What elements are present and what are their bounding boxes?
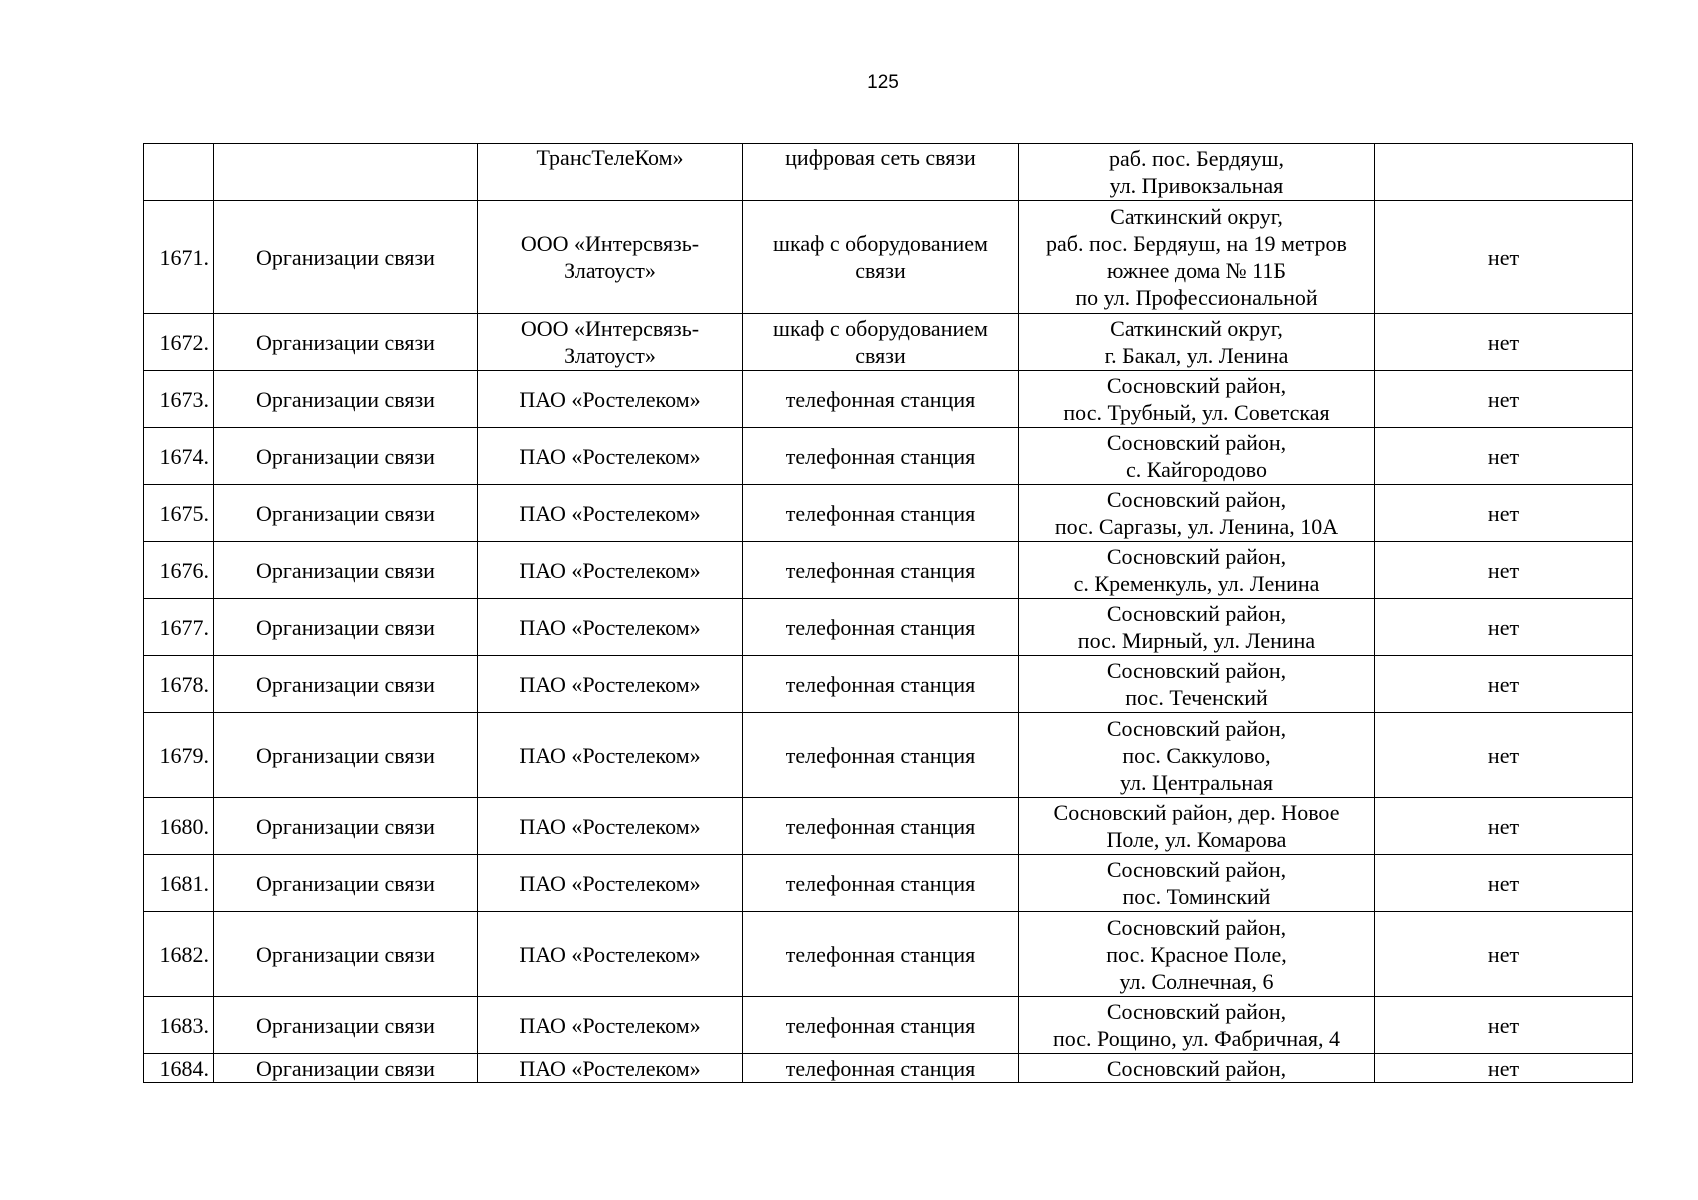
note-cell: нет [1375,713,1633,798]
row-number-cell: 1678. [144,656,214,713]
address-cell-line: Сосновский район, [1106,1055,1287,1081]
object-cell-line: телефонная станция [785,500,976,526]
object-cell [743,997,1019,1054]
address-cell-line: с. Кременкуль, ул. Ленина [1073,571,1320,596]
table-row [144,656,1633,713]
table-row [144,1054,1633,1083]
page-number: 125 [867,72,899,93]
address-cell-line: пос. Саргазы, ул. Ленина, 10А [1054,514,1339,539]
address-cell-line: Сосновский район, [1106,601,1287,626]
address-cell-line: Сосновский район, [1106,430,1287,455]
row-number-cell: 1675. [144,485,214,542]
object-cell [743,428,1019,485]
organization-cell-line: ПАО «Ростелеком» [519,870,701,896]
address-cell-line: Поле, ул. Комарова [1106,827,1287,852]
organization-cell [478,485,743,542]
organization-cell [478,997,743,1054]
address-cell-line: Сосновский район, [1106,658,1287,683]
object-cell [743,314,1019,371]
category-cell [214,144,478,201]
organization-cell-line: ПАО «Ростелеком» [519,742,701,768]
address-cell-line: по ул. Профессиональной [1075,285,1318,310]
address-cell [1019,997,1375,1054]
address-cell [1019,485,1375,542]
organization-cell [478,1054,743,1083]
note-cell [1375,144,1633,201]
organization-cell [478,656,743,713]
table-row [144,713,1633,798]
note-cell: нет [1375,428,1633,485]
table-body [144,144,1633,1083]
address-cell-line: раб. пос. Бердяуш, на 19 метров [1046,231,1347,256]
row-number-cell: 1673. [144,371,214,428]
object-cell-line: телефонная станция [785,941,976,967]
address-cell [1019,912,1375,997]
row-number-cell: 1679. [144,713,214,798]
organization-cell-line: ПАО «Ростелеком» [519,671,701,697]
object-cell [743,656,1019,713]
note-cell: нет [1375,542,1633,599]
table-row [144,997,1633,1054]
object-cell-line: телефонная станция [785,1055,976,1081]
organization-cell [478,314,743,371]
note-cell: нет [1375,997,1633,1054]
address-cell-line: Сосновский район, [1106,373,1287,398]
organization-cell [478,912,743,997]
object-cell [743,542,1019,599]
table-row [144,542,1633,599]
object-cell-line: телефонная станция [785,813,976,839]
address-cell [1019,542,1375,599]
object-cell-line: шкаф с оборудованием [773,231,988,256]
note-cell: нет [1375,1054,1633,1083]
address-cell-line: ул. Центральная [1120,769,1273,795]
table-row [144,371,1633,428]
note-cell: нет [1375,201,1633,314]
object-cell-line: связи [855,343,906,368]
organization-cell-line: ПАО «Ростелеком» [519,500,701,526]
row-number-cell: 1672. [144,314,214,371]
category-cell: Организации связи [214,485,478,542]
address-cell [1019,656,1375,713]
object-cell-line: телефонная станция [785,443,976,469]
organization-cell-line: ТрансТелеКом» [536,145,684,170]
registry-table [143,143,1633,1083]
table-row [144,855,1633,912]
address-cell [1019,371,1375,428]
address-cell-line: раб. пос. Бердяуш, [1109,146,1284,171]
object-cell [743,713,1019,798]
category-cell: Организации связи [214,314,478,371]
address-cell-line: пос. Теченский [1125,685,1268,710]
address-cell-line: ул. Солнечная, 6 [1119,968,1274,994]
note-cell: нет [1375,485,1633,542]
address-cell-line: Сосновский район, [1106,857,1287,882]
address-cell [1019,428,1375,485]
row-number-cell: 1674. [144,428,214,485]
note-cell: нет [1375,912,1633,997]
table-row [144,798,1633,855]
category-cell: Организации связи [214,912,478,997]
row-number-cell: 1681. [144,855,214,912]
category-cell: Организации связи [214,201,478,314]
address-cell-line: южнее дома № 11Б [1106,258,1286,283]
note-cell: нет [1375,656,1633,713]
row-number-cell: 1677. [144,599,214,656]
row-number-cell: 1684. [144,1054,214,1083]
row-number-cell: 1683. [144,997,214,1054]
address-cell [1019,855,1375,912]
address-cell-line: Сосновский район, [1106,715,1287,741]
table-row [144,599,1633,656]
organization-cell [478,855,743,912]
organization-cell [478,428,743,485]
object-cell-line: телефонная станция [785,742,976,768]
category-cell: Организации связи [214,542,478,599]
organization-cell-line: Златоуст» [564,343,656,368]
address-cell-line: пос. Трубный, ул. Советская [1063,400,1330,425]
address-cell-line: пос. Томинский [1122,884,1271,909]
organization-cell-line: ПАО «Ростелеком» [519,557,701,583]
object-cell [743,798,1019,855]
object-cell [743,144,1019,201]
address-cell [1019,144,1375,201]
object-cell-line: телефонная станция [785,1012,976,1038]
object-cell-line: телефонная станция [785,614,976,640]
table-row [144,201,1633,314]
row-number-cell [144,144,214,201]
address-cell-line: с. Кайгородово [1126,457,1267,482]
address-cell-line: пос. Красное Поле, [1106,941,1287,967]
note-cell: нет [1375,599,1633,656]
object-cell [743,371,1019,428]
address-cell [1019,599,1375,656]
address-cell-line: Сосновский район, [1106,999,1287,1024]
category-cell: Организации связи [214,997,478,1054]
object-cell [743,1054,1019,1083]
table-row [144,485,1633,542]
row-number-cell: 1676. [144,542,214,599]
category-cell: Организации связи [214,371,478,428]
organization-cell-line: ПАО «Ростелеком» [519,813,701,839]
organization-cell [478,542,743,599]
address-cell [1019,314,1375,371]
organization-cell [478,371,743,428]
object-cell [743,599,1019,656]
category-cell: Организации связи [214,713,478,798]
address-cell-line: пос. Мирный, ул. Ленина [1077,628,1316,653]
object-cell-line: телефонная станция [785,671,976,697]
row-number-cell: 1671. [144,201,214,314]
category-cell: Организации связи [214,1054,478,1083]
category-cell: Организации связи [214,428,478,485]
object-cell [743,201,1019,314]
note-cell: нет [1375,855,1633,912]
address-cell-line: Сосновский район, [1106,487,1287,512]
address-cell-line: Саткинский округ, [1110,204,1283,229]
category-cell: Организации связи [214,599,478,656]
object-cell-line: цифровая сеть связи [785,145,976,170]
organization-cell-line: ПАО «Ростелеком» [519,1055,701,1081]
object-cell-line: телефонная станция [785,870,976,896]
object-cell-line: телефонная станция [785,386,976,412]
organization-cell-line: ПАО «Ростелеком» [519,614,701,640]
object-cell-line: связи [855,258,906,283]
row-number-cell: 1682. [144,912,214,997]
organization-cell [478,798,743,855]
note-cell: нет [1375,314,1633,371]
organization-cell-line: ПАО «Ростелеком» [519,941,701,967]
organization-cell-line: Златоуст» [564,258,656,283]
organization-cell-line: ООО «Интерсвязь- [520,231,700,256]
address-cell-line: Сосновский район, [1106,544,1287,569]
table-row [144,314,1633,371]
note-cell: нет [1375,798,1633,855]
object-cell [743,912,1019,997]
object-cell [743,855,1019,912]
category-cell: Организации связи [214,656,478,713]
row-number-cell: 1680. [144,798,214,855]
organization-cell-line: ООО «Интерсвязь- [520,316,700,341]
address-cell [1019,798,1375,855]
address-cell-line: Саткинский округ, [1110,316,1283,341]
organization-cell-line: ПАО «Ростелеком» [519,443,701,469]
address-cell-line: г. Бакал, ул. Ленина [1104,343,1289,368]
address-cell [1019,1054,1375,1083]
table-row [144,912,1633,997]
address-cell-line: пос. Саккулово, [1122,742,1271,768]
organization-cell [478,713,743,798]
object-cell-line: шкаф с оборудованием [773,316,988,341]
organization-cell [478,599,743,656]
address-cell-line: Сосновский район, [1106,914,1287,940]
address-cell [1019,201,1375,314]
address-cell-line: ул. Привокзальная [1109,173,1284,198]
organization-cell-line: ПАО «Ростелеком» [519,386,701,412]
organization-cell [478,144,743,201]
address-cell-line: пос. Рощино, ул. Фабричная, 4 [1052,1026,1341,1051]
object-cell [743,485,1019,542]
table-row [144,428,1633,485]
object-cell-line: телефонная станция [785,557,976,583]
address-cell [1019,713,1375,798]
organization-cell-line: ПАО «Ростелеком» [519,1012,701,1038]
table-row [144,144,1633,201]
address-cell-line: Сосновский район, дер. Новое [1053,800,1340,825]
note-cell: нет [1375,371,1633,428]
organization-cell [478,201,743,314]
category-cell: Организации связи [214,855,478,912]
category-cell: Организации связи [214,798,478,855]
